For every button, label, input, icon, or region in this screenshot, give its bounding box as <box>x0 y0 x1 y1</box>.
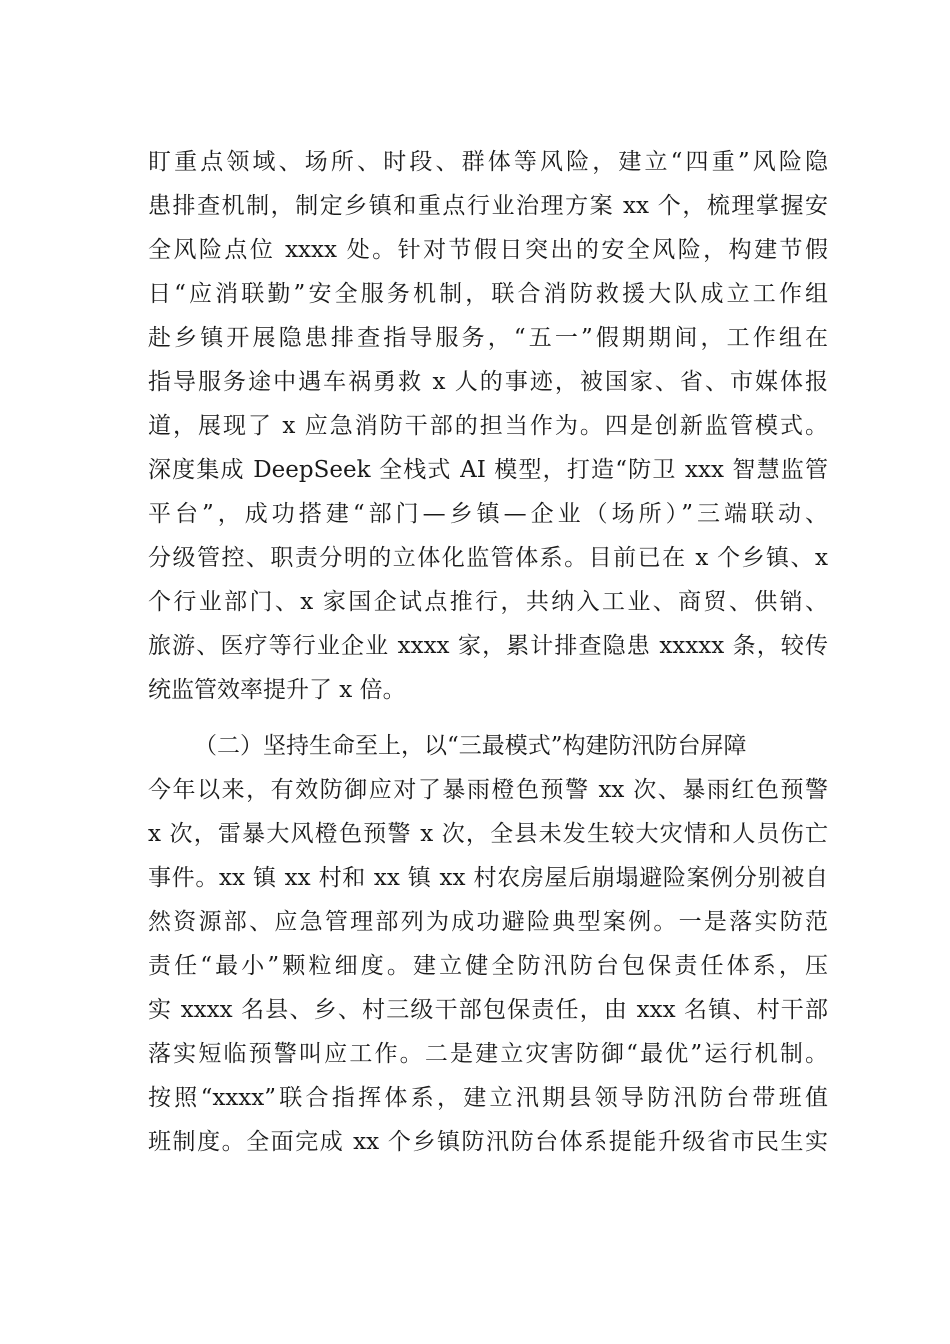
section-heading: （二）坚持生命至上，以“三最模式”构建防汛防台屏障 <box>194 733 747 759</box>
paragraph-1-line: 个行业部门、x 家国企试点推行，共纳入工业、商贸、供销、 <box>148 589 828 615</box>
paragraph-1-line: 分级管控、职责分明的立体化监管体系。目前已在 x 个乡镇、x <box>148 545 828 571</box>
paragraph-1-line: 道，展现了 x 应急消防干部的担当作为。四是创新监管模式。 <box>148 413 828 439</box>
paragraph-1-line: 全风险点位 xxxx 处。针对节假日突出的安全风险，构建节假 <box>148 237 828 263</box>
paragraph-2-line: 事件。xx 镇 xx 村和 xx 镇 xx 村农房屋后崩塌避险案例分别被自 <box>148 865 828 891</box>
paragraph-2-line: 实 xxxx 名县、乡、村三级干部包保责任，由 xxx 名镇、村干部 <box>148 997 828 1023</box>
paragraph-1-line: 旅游、医疗等行业企业 xxxx 家，累计排查隐患 xxxxx 条，较传 <box>148 633 828 659</box>
paragraph-1-line: 深度集成 DeepSeek 全栈式 AI 模型，打造“防卫 xxx 智慧监管 <box>148 457 828 483</box>
paragraph-1-line: 指导服务途中遇车祸勇救 x 人的事迹，被国家、省、市媒体报 <box>148 369 828 395</box>
paragraph-2-line: x 次，雷暴大风橙色预警 x 次，全县未发生较大灾情和人员伤亡 <box>148 821 828 847</box>
paragraph-1-line: 统监管效率提升了 x 倍。 <box>148 677 406 703</box>
paragraph-2-line: 今年以来，有效防御应对了暴雨橙色预警 xx 次、暴雨红色预警 <box>148 777 828 803</box>
paragraph-1-line: 平台”，成功搭建“部门—乡镇—企业（场所）”三端联动、 <box>148 501 828 527</box>
paragraph-1-line: 日“应消联勤”安全服务机制，联合消防救援大队成立工作组 <box>148 281 828 307</box>
paragraph-1-line: 盯重点领域、场所、时段、群体等风险，建立“四重”风险隐 <box>148 149 828 175</box>
paragraph-1-line: 赴乡镇开展隐患排查指导服务，“五一”假期期间，工作组在 <box>148 325 828 351</box>
paragraph-2-line: 班制度。全面完成 xx 个乡镇防汛防台体系提能升级省市民生实 <box>148 1129 828 1155</box>
paragraph-2-line: 落实短临预警叫应工作。二是建立灾害防御“最优”运行机制。 <box>148 1041 828 1067</box>
paragraph-2-line: 然资源部、应急管理部列为成功避险典型案例。一是落实防范 <box>148 909 828 935</box>
paragraph-2-line: 责任“最小”颗粒细度。建立健全防汛防台包保责任体系，压 <box>148 953 828 979</box>
paragraph-2-line: 按照“xxxx”联合指挥体系，建立汛期县领导防汛防台带班值 <box>148 1085 828 1111</box>
paragraph-1-line: 患排查机制，制定乡镇和重点行业治理方案 xx 个，梳理掌握安 <box>148 193 828 219</box>
